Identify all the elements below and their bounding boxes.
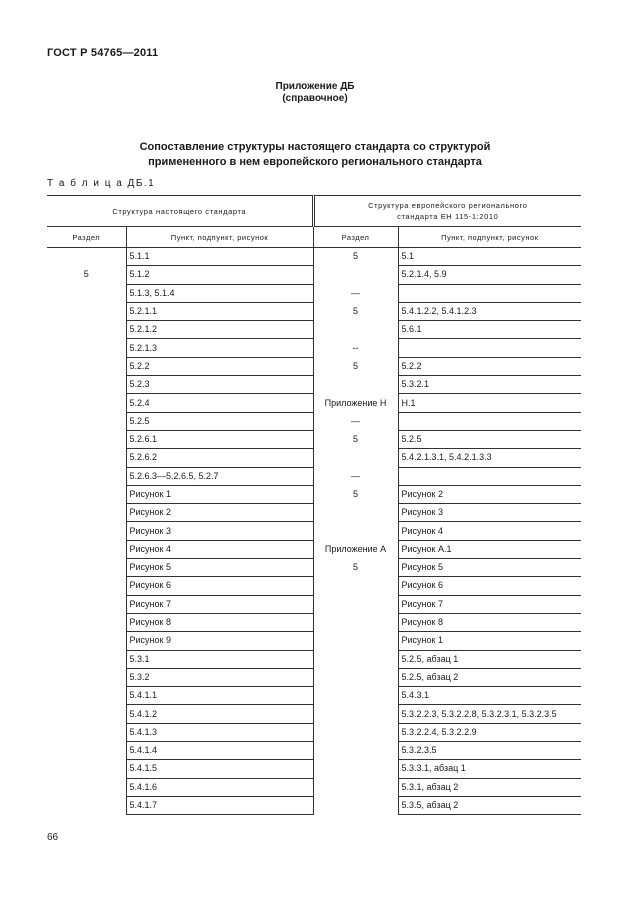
table-row [47, 302, 581, 320]
table-row [47, 540, 581, 558]
cell-section-european [313, 376, 398, 394]
table-row [47, 650, 581, 668]
document-title-line1: Сопоставление структуры настоящего стандарта со структурой [139, 141, 491, 153]
cell-clause-european [398, 339, 581, 357]
structure-comparison-table [47, 195, 581, 815]
cell-section-european [313, 595, 398, 613]
cell-clause-national: 5.1.2 [126, 266, 313, 284]
cell-clause-national: 5.2.3 [126, 376, 313, 394]
cell-section-national [47, 742, 126, 760]
table-row [47, 742, 581, 760]
cell-clause-national: 5.4.1.7 [126, 796, 313, 814]
table-row [47, 595, 581, 613]
document-header: ГОСТ Р 54765—2011 [47, 47, 159, 59]
cell-section-european: — [313, 412, 398, 430]
table-row [47, 412, 581, 430]
column-header-section-national: Раздел [47, 227, 126, 248]
cell-clause-national: Рисунок 1 [126, 485, 313, 503]
cell-section-national [47, 577, 126, 595]
cell-section-national [47, 540, 126, 558]
cell-clause-national: 5.3.2 [126, 668, 313, 686]
cell-clause-national: 5.4.1.4 [126, 742, 313, 760]
cell-section-european [313, 266, 398, 284]
cell-clause-european: 5.6.1 [398, 321, 581, 339]
cell-section-national [47, 522, 126, 540]
cell-clause-european: 5.2.5 [398, 430, 581, 448]
cell-section-european [313, 613, 398, 631]
table-row [47, 522, 581, 540]
table-row [47, 467, 581, 485]
annex-title: Приложение ДБ [275, 81, 355, 92]
cell-clause-european: 5.3.3.1, абзац 1 [398, 760, 581, 778]
table-row [47, 266, 581, 284]
cell-clause-european: Рисунок 5 [398, 559, 581, 577]
cell-clause-european: 5.3.2.1 [398, 376, 581, 394]
table-row [47, 613, 581, 631]
document-title-line2: примененного в нем европейского регионального стандарта [148, 156, 482, 168]
head-european-line2: стандарта ЕН 115-1:2010 [397, 212, 499, 221]
cell-section-european [313, 723, 398, 741]
cell-clause-european: Н.1 [398, 394, 581, 412]
table-row [47, 321, 581, 339]
table-row [47, 668, 581, 686]
cell-section-european: 5 [313, 559, 398, 577]
table-row [47, 559, 581, 577]
cell-clause-european: Рисунок 1 [398, 632, 581, 650]
cell-clause-european: Рисунок 7 [398, 595, 581, 613]
table-row [47, 357, 581, 375]
cell-section-european: -- [313, 339, 398, 357]
cell-section-national [47, 796, 126, 814]
cell-section-national [47, 412, 126, 430]
cell-clause-european: Рисунок 8 [398, 613, 581, 631]
cell-section-national [47, 650, 126, 668]
cell-clause-national: Рисунок 6 [126, 577, 313, 595]
head-european-line1: Структура европейского регионального [368, 201, 528, 210]
cell-clause-european: 5.3.1, абзац 2 [398, 778, 581, 796]
table-row [47, 760, 581, 778]
cell-section-national [47, 394, 126, 412]
cell-clause-european: 5.2.2 [398, 357, 581, 375]
annex-subtitle: (справочное) [282, 93, 348, 104]
cell-section-national [47, 705, 126, 723]
table-row [47, 284, 581, 302]
cell-clause-national: 5.2.6.1 [126, 430, 313, 448]
cell-section-national [47, 485, 126, 503]
cell-section-national [47, 632, 126, 650]
column-header-section-european: Раздел [313, 227, 398, 248]
cell-section-european: 5 [313, 430, 398, 448]
table-row [47, 485, 581, 503]
column-header-clause-national: Пункт, подпункт, рисунок [126, 227, 313, 248]
cell-section-national: 5 [47, 266, 126, 284]
table-row [47, 430, 581, 448]
head-national-structure: Структура настоящего стандарта [47, 196, 313, 227]
cell-clause-european: 5.3.2.3.5 [398, 742, 581, 760]
cell-section-national [47, 339, 126, 357]
cell-clause-european: 5.4.3.1 [398, 687, 581, 705]
cell-section-european: — [313, 284, 398, 302]
cell-clause-national: Рисунок 2 [126, 504, 313, 522]
cell-clause-european: Рисунок А.1 [398, 540, 581, 558]
cell-section-european: 5 [313, 248, 398, 266]
cell-clause-european: Рисунок 2 [398, 485, 581, 503]
cell-section-national [47, 302, 126, 320]
cell-section-european [313, 705, 398, 723]
cell-clause-national: Рисунок 4 [126, 540, 313, 558]
cell-clause-national: 5.3.1 [126, 650, 313, 668]
cell-clause-european [398, 412, 581, 430]
cell-clause-national: 5.2.1.3 [126, 339, 313, 357]
cell-clause-national: 5.4.1.2 [126, 705, 313, 723]
cell-clause-national: 5.2.5 [126, 412, 313, 430]
cell-clause-national: 5.2.1.2 [126, 321, 313, 339]
table-row [47, 723, 581, 741]
cell-section-national [47, 376, 126, 394]
cell-clause-national: 5.2.6.2 [126, 449, 313, 467]
cell-section-european: 5 [313, 357, 398, 375]
cell-section-national [47, 668, 126, 686]
cell-clause-european: 5.2.5, абзац 1 [398, 650, 581, 668]
cell-clause-european: 5.3.5, абзац 2 [398, 796, 581, 814]
cell-section-national [47, 321, 126, 339]
cell-clause-national: 5.4.1.3 [126, 723, 313, 741]
cell-section-european: Приложение Н [313, 394, 398, 412]
cell-clause-european: 5.4.1.2.2, 5.4.1.2.3 [398, 302, 581, 320]
cell-section-european [313, 522, 398, 540]
cell-section-european [313, 632, 398, 650]
cell-clause-european: 5.3.2.2.4, 5.3.2.2.9 [398, 723, 581, 741]
cell-clause-national: 5.2.6.3—5.2.6.5, 5.2.7 [126, 467, 313, 485]
cell-section-national [47, 559, 126, 577]
cell-clause-european: Рисунок 6 [398, 577, 581, 595]
cell-section-european [313, 796, 398, 814]
table-row [47, 248, 581, 266]
table-row [47, 577, 581, 595]
cell-section-national [47, 778, 126, 796]
cell-section-european [313, 577, 398, 595]
cell-clause-national: 5.2.1.1 [126, 302, 313, 320]
cell-clause-european: 5.1 [398, 248, 581, 266]
table-row [47, 339, 581, 357]
cell-clause-national: Рисунок 5 [126, 559, 313, 577]
cell-clause-national: 5.2.4 [126, 394, 313, 412]
table-row [47, 705, 581, 723]
cell-clause-national: 5.1.1 [126, 248, 313, 266]
cell-section-national [47, 284, 126, 302]
cell-section-european: Приложение А [313, 540, 398, 558]
cell-clause-national: 5.2.2 [126, 357, 313, 375]
cell-clause-national: 5.4.1.6 [126, 778, 313, 796]
cell-section-national [47, 723, 126, 741]
table-row [47, 449, 581, 467]
cell-section-national [47, 467, 126, 485]
cell-section-national [47, 687, 126, 705]
cell-section-european [313, 778, 398, 796]
cell-section-national [47, 248, 126, 266]
cell-clause-national: 5.4.1.5 [126, 760, 313, 778]
cell-section-european [313, 668, 398, 686]
cell-clause-european [398, 467, 581, 485]
cell-clause-european: 5.2.5, абзац 2 [398, 668, 581, 686]
cell-clause-national: Рисунок 3 [126, 522, 313, 540]
cell-section-european: — [313, 467, 398, 485]
table-row [47, 376, 581, 394]
cell-section-european: 5 [313, 302, 398, 320]
cell-section-national [47, 357, 126, 375]
cell-clause-national: Рисунок 7 [126, 595, 313, 613]
head-european-structure [313, 196, 581, 227]
cell-section-national [47, 504, 126, 522]
cell-section-european [313, 449, 398, 467]
cell-section-european [313, 650, 398, 668]
cell-clause-national: Рисунок 9 [126, 632, 313, 650]
cell-section-national [47, 595, 126, 613]
cell-clause-european: 5.2.1.4, 5.9 [398, 266, 581, 284]
cell-section-national [47, 760, 126, 778]
cell-clause-national: Рисунок 8 [126, 613, 313, 631]
column-header-clause-european: Пункт, подпункт, рисунок [398, 227, 581, 248]
table-row [47, 632, 581, 650]
document-title [0, 140, 630, 170]
table-row [47, 394, 581, 412]
cell-clause-national: 5.4.1.1 [126, 687, 313, 705]
cell-section-national [47, 613, 126, 631]
cell-clause-european [398, 284, 581, 302]
cell-section-european [313, 687, 398, 705]
cell-clause-national: 5.1.3, 5.1.4 [126, 284, 313, 302]
cell-section-european [313, 321, 398, 339]
cell-clause-european: 5.4.2.1.3.1, 5.4.2.1.3.3 [398, 449, 581, 467]
cell-section-european [313, 504, 398, 522]
cell-clause-european: Рисунок 4 [398, 522, 581, 540]
cell-section-national [47, 449, 126, 467]
cell-section-national [47, 430, 126, 448]
cell-section-european [313, 742, 398, 760]
table-row [47, 504, 581, 522]
table-row [47, 778, 581, 796]
page-number: 66 [47, 832, 59, 843]
table-caption: Т а б л и ц а ДБ.1 [47, 178, 156, 189]
cell-section-european: 5 [313, 485, 398, 503]
cell-clause-european: 5.3.2.2.3, 5.3.2.2.8, 5.3.2.3.1, 5.3.2.3.5 [398, 705, 581, 723]
cell-clause-european: Рисунок 3 [398, 504, 581, 522]
table-row [47, 687, 581, 705]
table-row [47, 796, 581, 814]
cell-section-european [313, 760, 398, 778]
